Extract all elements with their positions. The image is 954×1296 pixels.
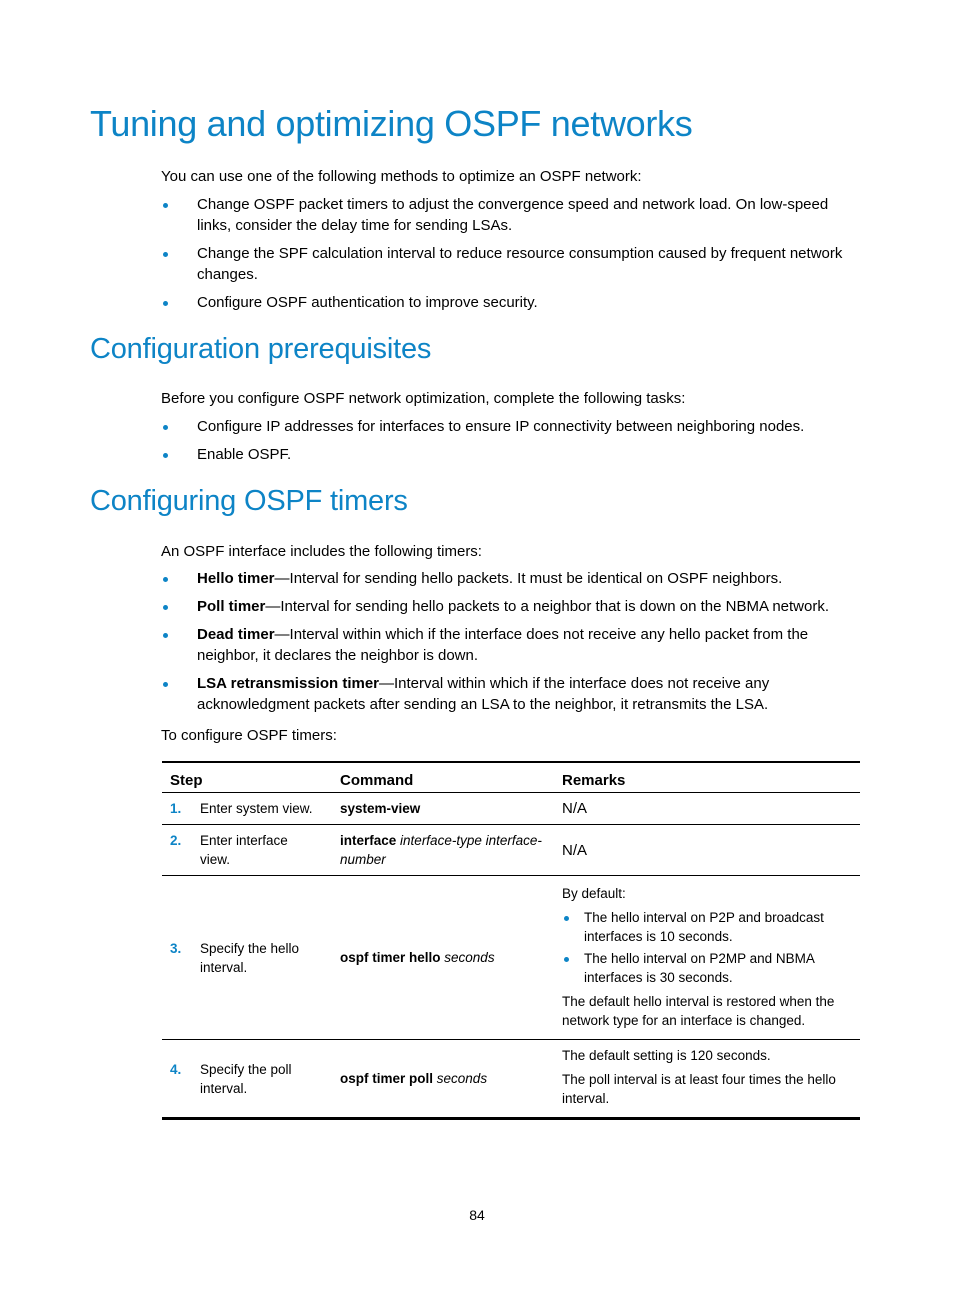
command-cell: system-view bbox=[332, 793, 554, 825]
prerequisites-bullet-list bbox=[161, 416, 861, 472]
section-heading-prerequisites: Configuration prerequisites bbox=[90, 333, 432, 365]
list-item: The hello interval on P2MP and NBMA interfaces is 30 seconds. bbox=[562, 949, 852, 987]
bullet-icon bbox=[163, 252, 168, 257]
ospf-timers-table bbox=[162, 761, 860, 1120]
list-item: The hello interval on P2P and broadcast interfaces is 10 seconds. bbox=[562, 908, 852, 946]
command-cell: ospf timer hello seconds bbox=[332, 876, 554, 1040]
bullet-icon bbox=[163, 605, 168, 610]
list-item: Change the SPF calculation interval to reduce resource consumption caused by frequent network changes. bbox=[161, 243, 861, 285]
list-item: Poll timer—Interval for sending hello packets to a neighbor that is down on the NBMA network. bbox=[161, 596, 861, 617]
header-command: Command bbox=[332, 762, 554, 793]
intro-text: You can use one of the following methods to optimize an OSPF network: bbox=[161, 168, 642, 185]
step-cell: 1. Enter system view. bbox=[162, 793, 332, 825]
list-item: Change OSPF packet timers to adjust the convergence speed and network load. On low-speed links, consider the delay time for sending LSAs. bbox=[161, 194, 861, 236]
table-row bbox=[162, 825, 860, 876]
section-heading-timers: Configuring OSPF timers bbox=[90, 485, 408, 517]
list-item: Dead timer—Interval within which if the interface does not receive any hello packet from the neighbor, it declares the neighbor is down. bbox=[161, 624, 861, 666]
bullet-icon bbox=[163, 453, 168, 458]
list-item: Hello timer—Interval for sending hello packets. It must be identical on OSPF neighbors. bbox=[161, 568, 861, 589]
bullet-icon bbox=[163, 203, 168, 208]
bullet-icon bbox=[163, 682, 168, 687]
bullet-icon bbox=[564, 957, 569, 962]
header-step: Step bbox=[162, 762, 332, 793]
table-row bbox=[162, 793, 860, 825]
list-item: Configure IP addresses for interfaces to ensure IP connectivity between neighboring nodes. bbox=[161, 416, 861, 437]
bullet-icon bbox=[163, 633, 168, 638]
timers-bullet-list bbox=[161, 568, 861, 722]
table-header-row bbox=[162, 762, 860, 793]
table-row bbox=[162, 876, 860, 1040]
page-title: Tuning and optimizing OSPF networks bbox=[90, 103, 693, 144]
intro-bullet-list bbox=[161, 194, 861, 320]
list-item: Enable OSPF. bbox=[161, 444, 861, 465]
remarks-cell: N/A bbox=[554, 825, 860, 876]
command-cell: interface interface-type interface-number bbox=[332, 825, 554, 876]
remarks-cell: N/A bbox=[554, 793, 860, 825]
bullet-icon bbox=[564, 916, 569, 921]
list-item: LSA retransmission timer—Interval within which if the interface does not receive any acknowledgment packets after sending an LSA to the neighbor, it retransmits the LSA. bbox=[161, 673, 861, 715]
timers-lead: An OSPF interface includes the following timers: bbox=[161, 543, 482, 560]
remarks-cell: By default: The hello interval on P2P and broadcast interfaces is 10 seconds. The hello interval on P2MP and NBMA interfaces is 30 seconds. The default hello interval is restored when the network type for an interface is changed. bbox=[554, 876, 860, 1040]
step-cell: 2. Enter interface view. bbox=[162, 825, 332, 876]
table-lead: To configure OSPF timers: bbox=[161, 727, 337, 744]
header-remarks: Remarks bbox=[554, 762, 860, 793]
list-item: Configure OSPF authentication to improve security. bbox=[161, 292, 861, 313]
page-number: 84 bbox=[469, 1207, 485, 1223]
bullet-icon bbox=[163, 577, 168, 582]
step-cell: 3. Specify the hello interval. bbox=[162, 876, 332, 1040]
step-cell: 4. Specify the poll interval. bbox=[162, 1040, 332, 1119]
command-cell: ospf timer poll seconds bbox=[332, 1040, 554, 1119]
bullet-icon bbox=[163, 425, 168, 430]
remarks-cell: The default setting is 120 seconds. The poll interval is at least four times the hello interval. bbox=[554, 1040, 860, 1119]
table-row bbox=[162, 1040, 860, 1119]
bullet-icon bbox=[163, 301, 168, 306]
prerequisites-lead: Before you configure OSPF network optimization, complete the following tasks: bbox=[161, 390, 686, 407]
